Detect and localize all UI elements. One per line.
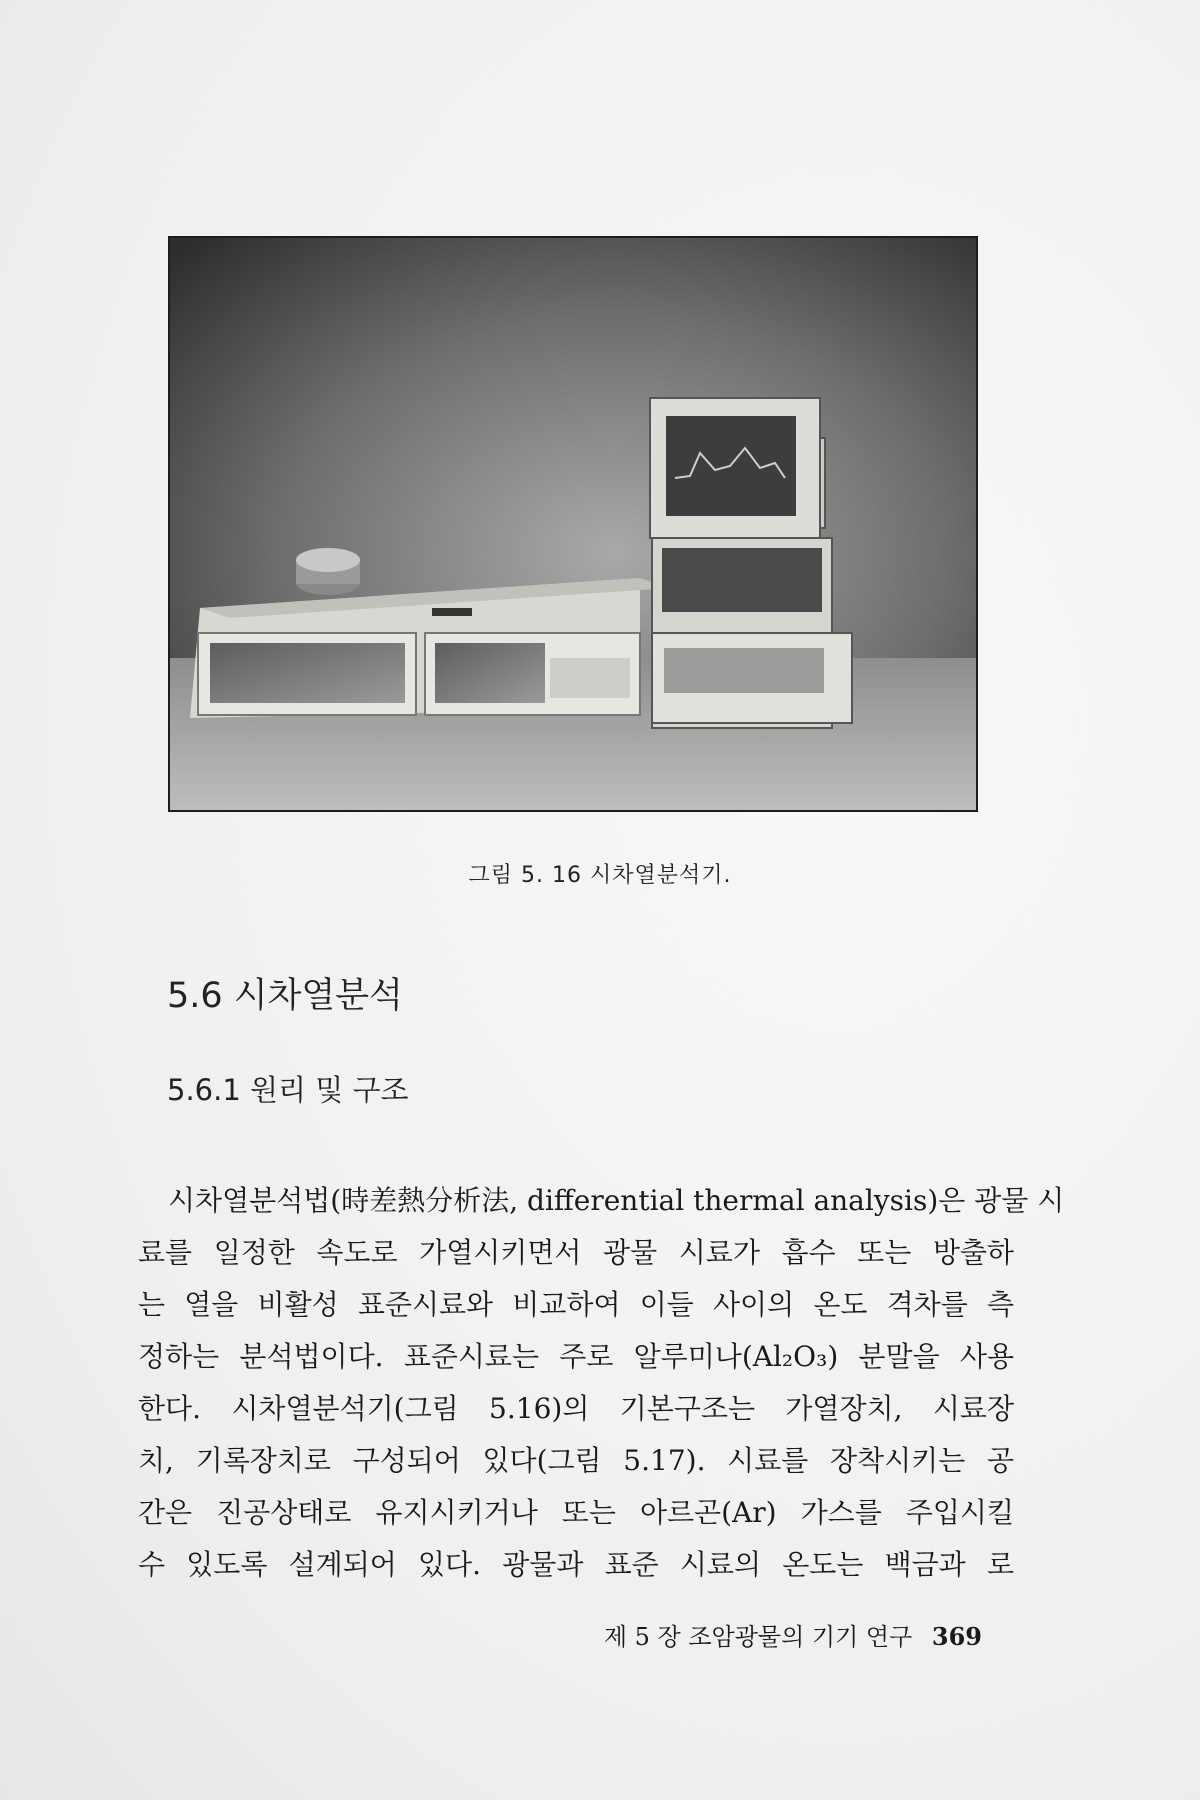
subsection-title: 5.6.1 원리 및 구조 bbox=[167, 1073, 409, 1107]
body-line: 수 있도록 설계되어 있다. 광물과 표준 시료의 온도는 백금과 로 bbox=[138, 1548, 1014, 1581]
instrument-photo bbox=[170, 238, 976, 810]
body-line: 료를 일정한 속도로 가열시키면서 광물 시료가 흡수 또는 방출하 bbox=[138, 1236, 1014, 1269]
page-footer bbox=[604, 1617, 982, 1652]
body-line: 는 열을 비활성 표준시료와 비교하여 이들 사이의 온도 격차를 측 bbox=[138, 1288, 1014, 1321]
body-paragraph bbox=[138, 1175, 1065, 1591]
chapter-running-head: 제 5 장 조암광물의 기기 연구 bbox=[603, 1623, 913, 1651]
body-line: 시차열분석법(時差熱分析法, differential thermal analysis)은 광물 시 bbox=[168, 1184, 1065, 1217]
body-line: 간은 진공상태로 유지시키거나 또는 아르곤(Ar) 가스를 주입시킬 bbox=[138, 1496, 1014, 1529]
section-title: 5.6 시차열분석 bbox=[167, 976, 403, 1016]
figure-photo-dta-instrument bbox=[168, 236, 978, 812]
body-line: 치, 기록장치로 구성되어 있다(그림 5.17). 시료를 장착시키는 공 bbox=[138, 1444, 1014, 1477]
body-line: 정하는 분석법이다. 표준시료는 주로 알루미나(Al₂O₃) 분말을 사용 bbox=[138, 1340, 1014, 1373]
figure-caption: 그림 5. 16 시차열분석기. bbox=[468, 863, 732, 888]
body-line: 한다. 시차열분석기(그림 5.16)의 기본구조는 가열장치, 시료장 bbox=[138, 1392, 1014, 1425]
page-number: 369 bbox=[931, 1622, 982, 1651]
